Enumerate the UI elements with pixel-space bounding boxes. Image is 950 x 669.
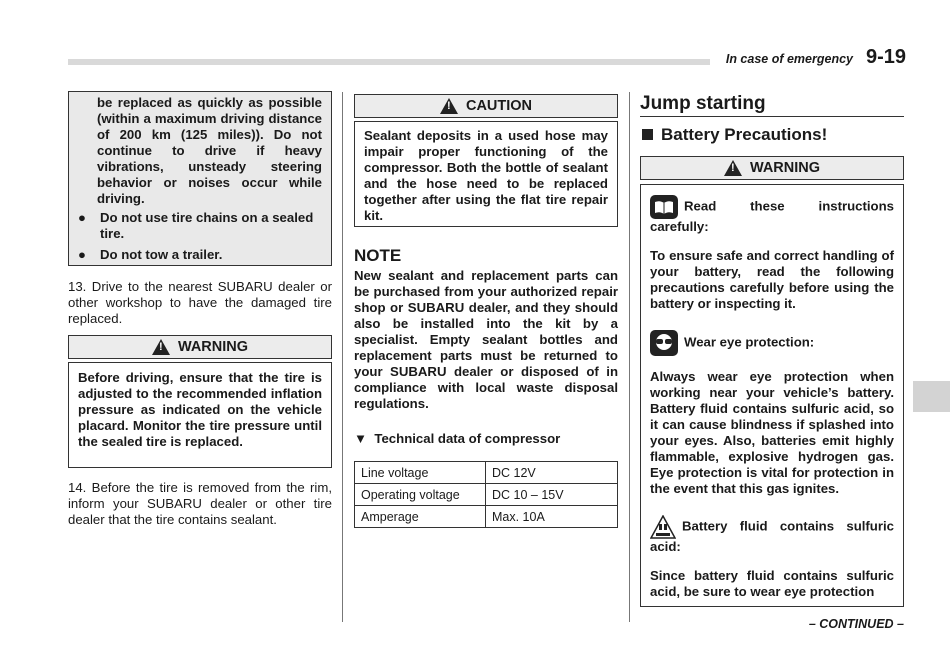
title-rule bbox=[640, 116, 904, 117]
tire-warning-continued-box bbox=[68, 91, 332, 266]
caution-box bbox=[354, 121, 618, 227]
battery-warning-box bbox=[640, 184, 904, 607]
read-instructions-icon bbox=[650, 195, 678, 219]
eye-protection-icon bbox=[650, 330, 678, 356]
precaution-heading: Wear eye protection: bbox=[650, 330, 894, 356]
caution-triangle-icon bbox=[440, 98, 458, 114]
section-title: In case of emergency bbox=[725, 52, 853, 66]
caution-header: ! CAUTION bbox=[354, 94, 618, 118]
chapter-tab bbox=[913, 381, 950, 412]
page-number: 9-19 bbox=[866, 46, 907, 68]
corrosive-acid-icon bbox=[650, 515, 676, 539]
caution-text: Sealant deposits in a used hose may impair proper functioning of the compressor. Both the bottle of sealant and the hose need to be replaced together after using the flat tire repair kit. bbox=[364, 128, 608, 223]
column-divider bbox=[629, 92, 630, 622]
jump-starting-title: Jump starting bbox=[640, 93, 766, 114]
bullet-item: ● Do not tow a trailer. bbox=[78, 247, 223, 262]
continued-label: – CONTINUED – bbox=[808, 617, 904, 631]
step-14: 14. Before the tire is removed from the rim, inform your SUBARU dealer or other tire dealer that the tire contains sealant. bbox=[68, 480, 332, 527]
precaution-text: Since battery fluid contains sulfuric acid, be sure to wear eye protection bbox=[650, 568, 894, 599]
warning-header: ! WARNING bbox=[68, 335, 332, 359]
square-bullet-icon bbox=[642, 129, 653, 140]
warning-text: be replaced as quickly as possible (within a maximum driving distance of 200 km (125 miles)). Do not continue to drive if heavy vibrations, unsteady steering behavior or noises occur while driving. bbox=[97, 95, 322, 206]
precaution-heading: Battery fluid contains sulfuric acid: bbox=[650, 515, 894, 555]
header-bar bbox=[68, 59, 710, 65]
table-row: Line voltage DC 12V bbox=[355, 462, 618, 484]
precaution-text: To ensure safe and correct handling of your battery, read the following precautions carefully before using the battery or inspecting it. bbox=[650, 248, 894, 311]
column-divider bbox=[342, 92, 343, 622]
table-row: Operating voltage DC 10 – 15V bbox=[355, 484, 618, 506]
step-13: 13. Drive to the nearest SUBARU dealer or other workshop to have the damaged tire replaced. bbox=[68, 279, 332, 326]
precaution-heading: Read these instructions carefully: bbox=[650, 195, 894, 235]
triangle-down-icon: ▼ bbox=[354, 431, 375, 446]
tech-data-title: ▼ Technical data of compressor bbox=[354, 431, 561, 446]
battery-precautions-subtitle: Battery Precautions! bbox=[642, 125, 827, 145]
note-text: New sealant and replacement parts can be purchased from your authorized repair shop or SUBARU dealer, and they should also be installed into the kit by a specialist. Empty sealant bottles and replacement parts must be returned to your SUBARU dealer or disposed of in compliance with local waste disposal regulations. bbox=[354, 268, 618, 411]
warning-header: ! WARNING bbox=[640, 156, 904, 180]
table-row: Amperage Max. 10A bbox=[355, 506, 618, 528]
warning-text: Before driving, ensure that the tire is adjusted to the recommended inflation pressure as indicated on the vehicle placard. Monitor the tire pressure until the sealed tire is replaced. bbox=[78, 370, 322, 449]
warning-triangle-icon bbox=[152, 339, 170, 355]
note-title: NOTE bbox=[354, 246, 402, 265]
warning-box bbox=[68, 362, 332, 468]
bullet-item: ● Do not use tire chains on a sealed tire. bbox=[78, 210, 314, 241]
compressor-data-table bbox=[354, 461, 618, 528]
precaution-text: Always wear eye protection when working near your vehicle’s battery. Battery fluid contains sulfuric acid, so it can cause blindness if splashed into your eyes. Also, batteries emit highly flammable, explosive hydrogen gas. Eye protection is vital for protection in the event that this gas ignites. bbox=[650, 369, 894, 496]
warning-triangle-icon bbox=[724, 160, 742, 176]
